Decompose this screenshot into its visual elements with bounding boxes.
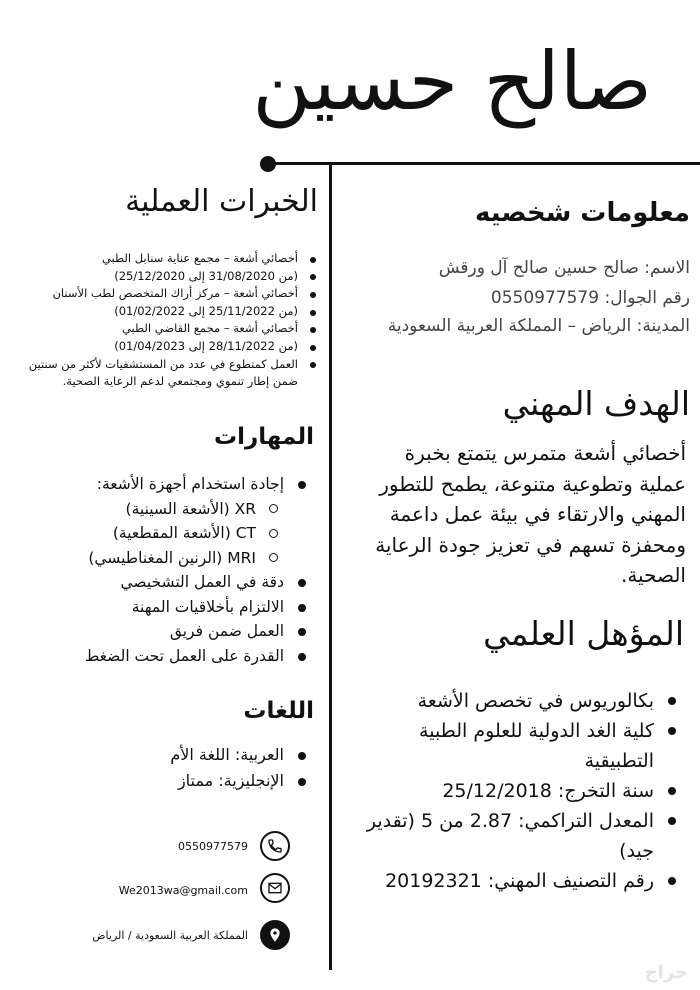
list-item: الإنجليزية: ممتاز (64, 768, 284, 794)
list-item: العمل كمتطوع في عدد من المستشفيات لأكثر من سنتين ضمن إطار تنموي ومجتمعي لدعم الرعاية الصحية. (8, 356, 298, 391)
header-divider (268, 162, 700, 165)
list-item: الالتزام بأخلاقيات المهنة (14, 595, 284, 620)
sub-list-item: CT (الأشعة المقطعية) (14, 521, 256, 546)
circle-bullet-icon (269, 504, 278, 513)
bullet-icon (668, 817, 676, 825)
list-item: العربية: اللغة الأم (64, 742, 284, 768)
bullet-icon (310, 327, 316, 333)
envelope-icon (260, 873, 290, 903)
list-item: كلية الغد الدولية للعلوم الطبية التطبيقية (354, 716, 654, 776)
objective-line: عملية وتطوعية متنوعة، يطمح للتطور (379, 471, 686, 496)
objective-line: المهني والارتقاء في بيئة عمل داعمة (389, 502, 686, 526)
experience-title: الخبرات العملية (125, 184, 318, 219)
list-item: أخصائي أشعة – مركز أراك المتخصص لطب الأسنان (8, 285, 298, 303)
bullet-icon (310, 362, 316, 368)
phone-icon (260, 831, 290, 861)
bullet-icon (298, 579, 306, 587)
experience-list (8, 250, 298, 391)
list-item: العمل ضمن فريق (14, 619, 284, 644)
objective-text (346, 438, 686, 591)
list-item: بكالوريوس في تخصص الأشعة (354, 686, 654, 716)
list-item: المعدل التراكمي: 2.87 من 5 (تقدير جيد) (354, 806, 654, 866)
page-title: صالح حسين (252, 35, 652, 128)
list-item: أخصائي أشعة – مجمع القاضي الطبي (8, 320, 298, 338)
objective-line: ومحفزة تسهم في تعزيز جودة الرعاية (375, 532, 686, 557)
bullet-icon (298, 653, 306, 661)
bullet-icon (298, 752, 306, 760)
personal-name-line: الاسم: صالح حسين صالح آل ورقش (438, 258, 690, 278)
contact-location: المملكة العربية السعودية / الرياض (92, 929, 248, 942)
languages-title: اللغات (243, 698, 314, 724)
sub-list-item: MRI (الرنين المغناطيسي) (14, 546, 256, 571)
circle-bullet-icon (269, 529, 278, 538)
divider-dot (260, 156, 276, 172)
education-title: المؤهل العلمي (483, 614, 684, 653)
list-item: أخصائي أشعة – مجمع عناية سنابل الطبي (8, 250, 298, 268)
watermark: حراج (644, 962, 688, 983)
list-item: رقم التصنيف المهني: 20192321 (354, 866, 654, 896)
objective-title: الهدف المهني (502, 384, 690, 423)
bullet-icon (668, 877, 676, 885)
personal-info-title: معلومات شخصيه (474, 198, 690, 228)
column-divider (329, 165, 332, 970)
list-item: (من 25/11/2022 إلى 01/02/2022) (8, 303, 298, 321)
list-item: القدرة على العمل تحت الضغط (14, 644, 284, 669)
education-list (354, 686, 654, 896)
contact-phone: 0550977579 (178, 840, 248, 853)
contact-email: We2013wa@gmail.com (118, 884, 248, 897)
bullet-icon (310, 292, 316, 298)
bullet-icon (298, 604, 306, 612)
bullet-icon (310, 257, 316, 263)
personal-city-line: المدينة: الرياض – المملكة العربية السعودية (387, 316, 690, 336)
bullet-icon (298, 481, 306, 489)
bullet-icon (310, 274, 316, 280)
skills-list (14, 472, 284, 668)
list-item: سنة التخرج: 25/12/2018 (354, 776, 654, 806)
personal-phone-line: رقم الجوال: 0550977579 (490, 288, 690, 308)
list-item: (من 31/08/2020 إلى 25/12/2020) (8, 268, 298, 286)
objective-line: أخصائي أشعة متمرس يتمتع بخبرة (404, 441, 686, 465)
list-item: (من 28/11/2022 إلى 01/04/2023) (8, 338, 298, 356)
languages-list (64, 742, 284, 794)
map-pin-icon (260, 920, 290, 950)
skills-title: المهارات (214, 424, 314, 450)
bullet-icon (668, 697, 676, 705)
bullet-icon (298, 778, 306, 786)
objective-line: الصحية. (620, 563, 686, 587)
bullet-icon (668, 727, 676, 735)
list-item: دقة في العمل التشخيصي (14, 570, 284, 595)
sub-list-item: XR (الأشعة السينية) (14, 497, 256, 522)
bullet-icon (310, 345, 316, 351)
circle-bullet-icon (269, 553, 278, 562)
bullet-icon (298, 628, 306, 636)
bullet-icon (310, 310, 316, 316)
bullet-icon (668, 787, 676, 795)
list-item: إجادة استخدام أجهزة الأشعة: (14, 472, 284, 497)
